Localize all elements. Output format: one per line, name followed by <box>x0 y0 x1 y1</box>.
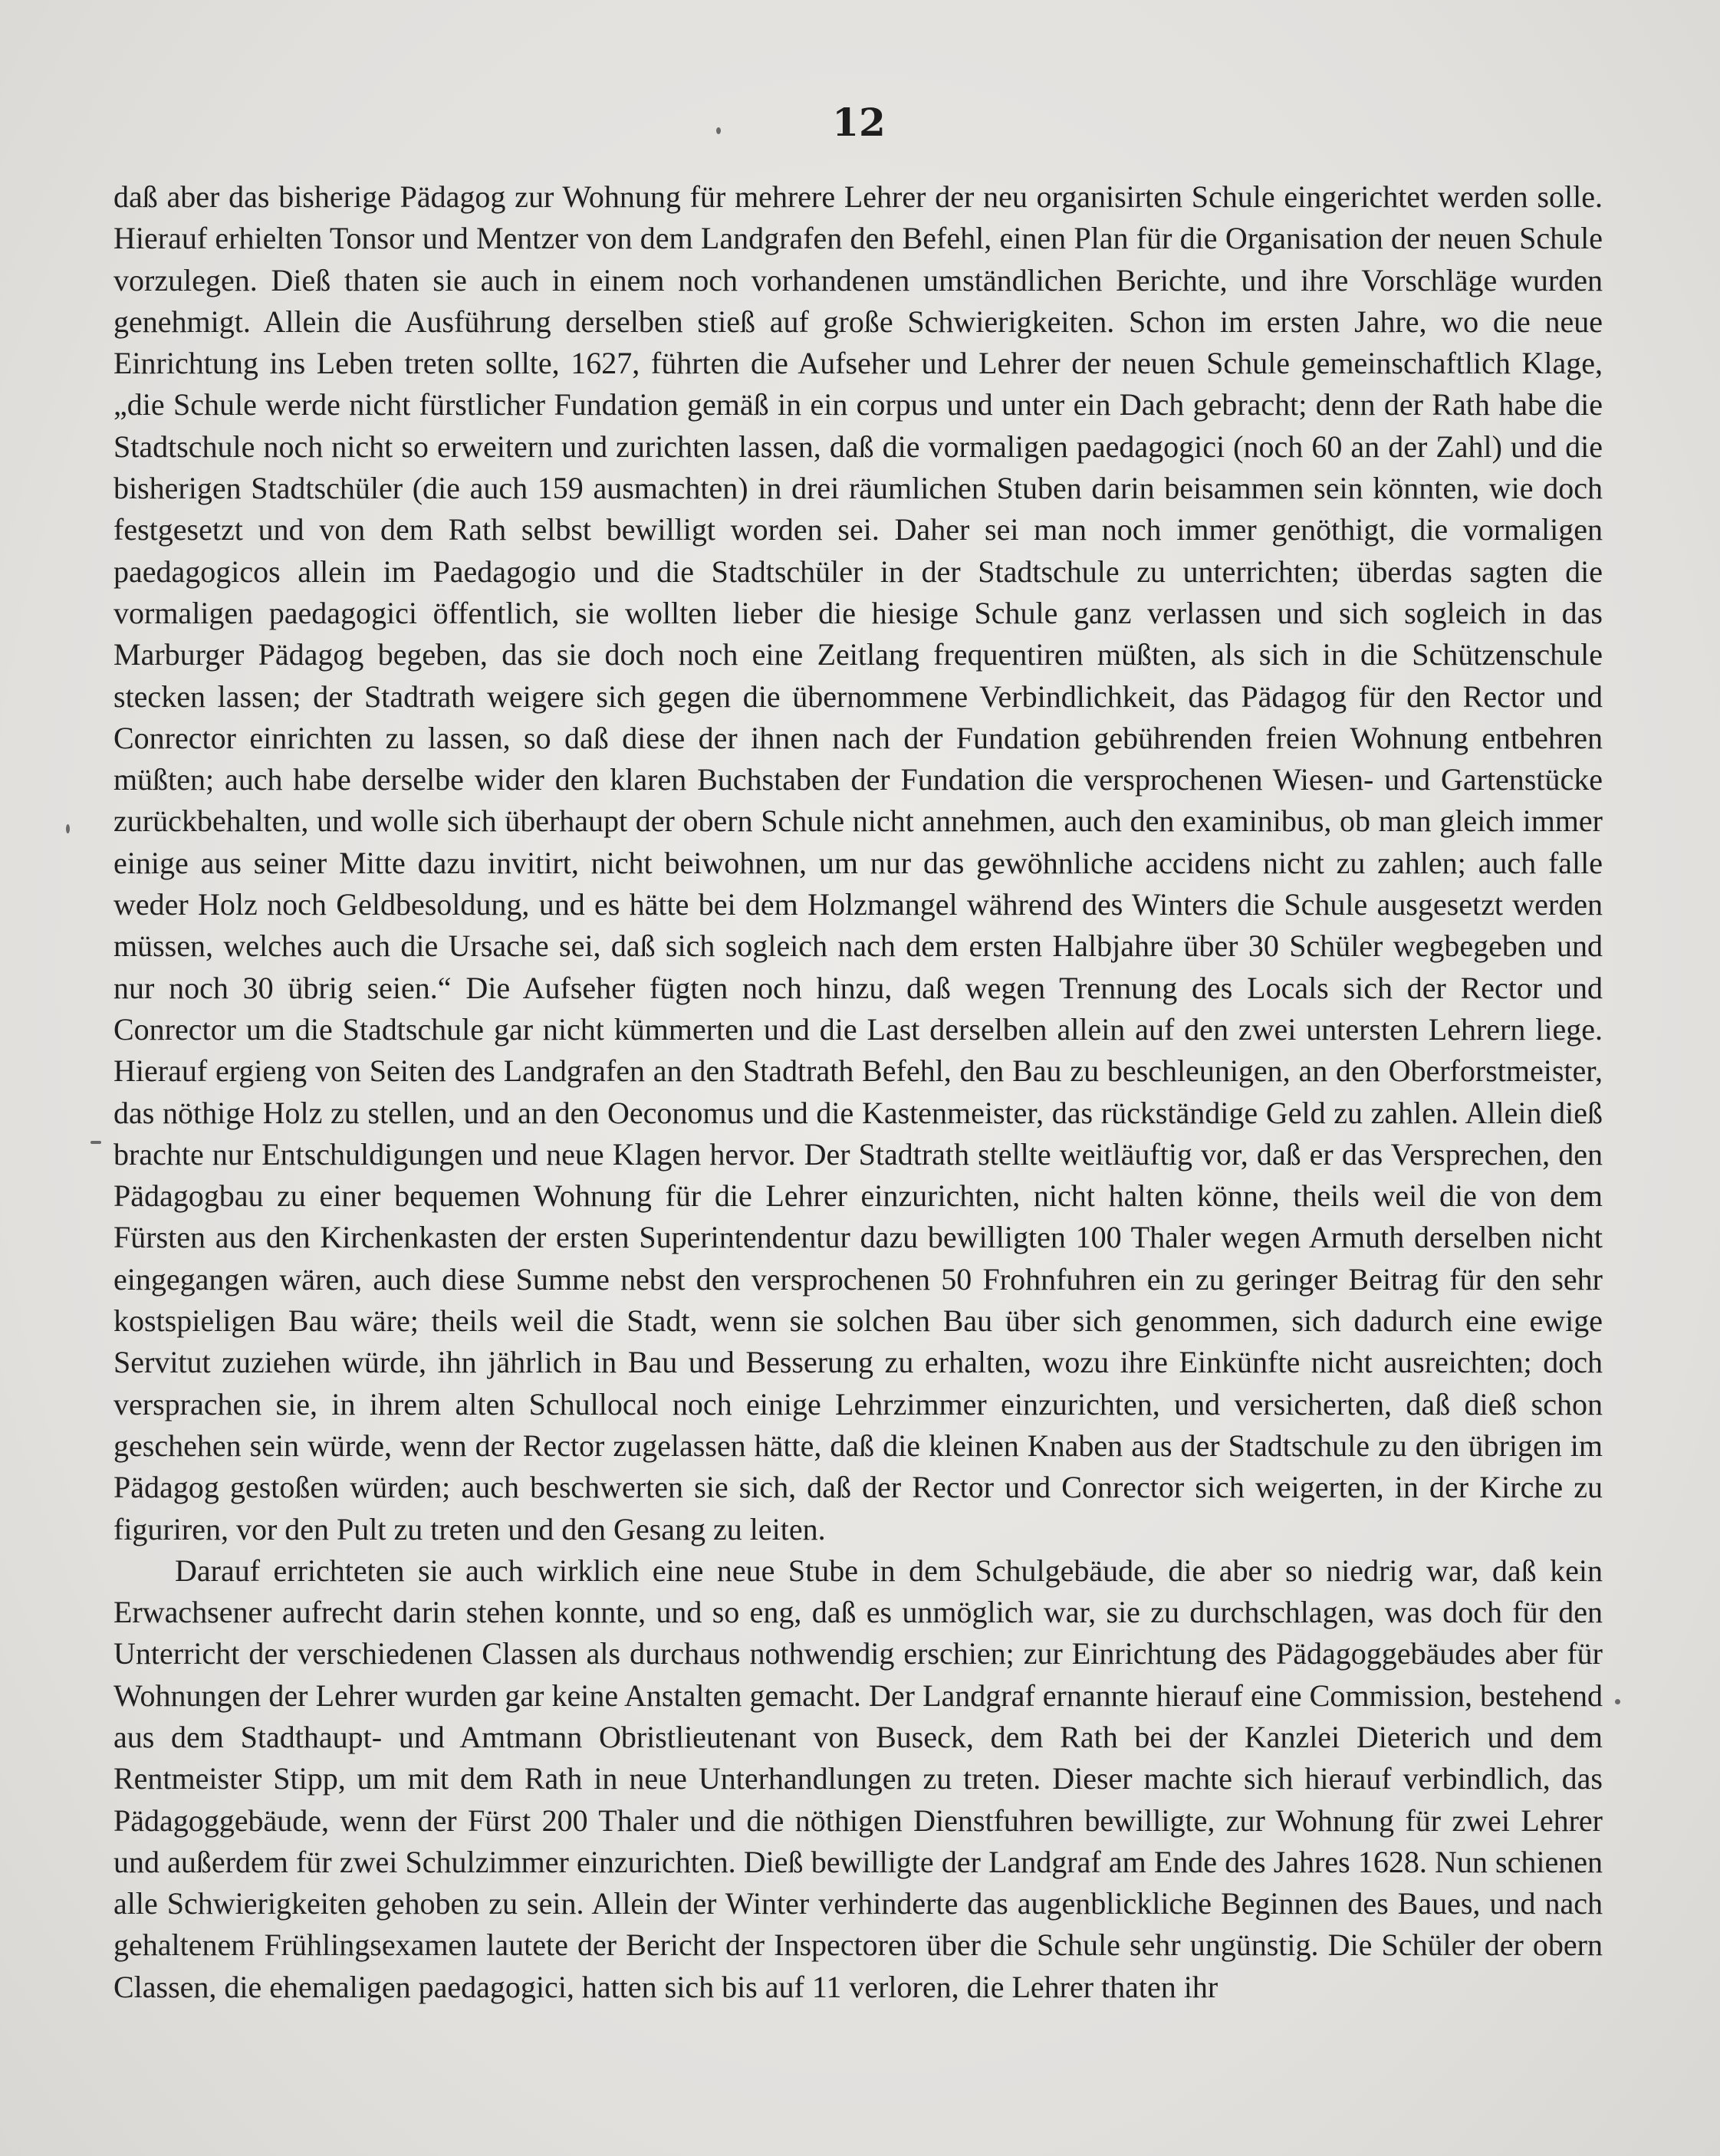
paper-speck <box>716 127 721 134</box>
paper-speck <box>90 1141 101 1144</box>
paper-speck <box>1615 1699 1620 1704</box>
paragraph-1: daß aber das bisherige Pädagog zur Wohnung für mehrere Lehrer der neu organisirten Schule eingerichtet werden solle. Hierauf erhielten Tonsor und Mentzer von dem Landgrafen den Befehl, einen Plan für die Organisation der neuen Schule vorzulegen. Dieß thaten sie auch in einem noch vorhandenen umständlichen Berichte, und ihre Vorschläge wurden genehmigt. Allein die Ausführung derselben stieß auf große Schwierigkeiten. Schon im ersten Jahre, wo die neue Einrichtung ins Leben treten sollte, 1627, führten die Aufseher und Lehrer der neuen Schule gemeinschaftlich Klage, „die Schule werde nicht fürstlicher Fundation gemäß in ein corpus und unter ein Dach gebracht; denn der Rath habe die Stadtschule noch nicht so erweitern und zurichten lassen, daß die vormaligen paedagogici (noch 60 an der Zahl) und die bisherigen Stadtschüler (die auch 159 ausmachten) in drei räumlichen Stuben darin beisammen sein könnten, wie doch festgesetzt und von dem Rath selbst bewilligt worden sei. Daher sei man noch immer genöthigt, die vormaligen paedagogicos allein im Paedagogio und die Stadtschüler in der Stadtschule zu unterrichten; überdas sagten die vormaligen paedagogici öffentlich, sie wollten lieber die hiesige Schule ganz verlassen und sich sogleich in das Marburger Pädagog begeben, das sie doch noch eine Zeitlang frequentiren müßten, als sich in die Schützenschule stecken lassen; der Stadtrath weigere sich gegen die übernommene Verbindlichkeit, das Pädagog für den Rector und Conrector einrichten zu lassen, so daß diese der ihnen nach der Fundation gebührenden freien Wohnung entbehren müßten; auch habe derselbe wider den klaren Buchstaben der Fundation die versprochenen Wiesen- und Gartenstücke zurückbehalten, und wolle sich überhaupt der obern Schule nicht annehmen, auch den examinibus, ob man gleich immer einige aus seiner Mitte dazu invitirt, nicht beiwohnen, um nur das gewöhnliche accidens nicht zu zahlen; auch falle weder Holz noch Geldbesoldung, und es hätte bei dem Holzmangel während des Winters die Schule ausgesetzt werden müssen, welches auch die Ursache sei, daß sich sogleich nach dem ersten Halbjahre über 30 Schüler wegbegeben und nur noch 30 übrig seien.“ Die Aufseher fügten noch hinzu, daß wegen Trennung des Locals sich der Rector und Conrector um die Stadtschule gar nicht kümmerten und die Last derselben allein auf den zwei untersten Lehrern liege. Hierauf ergieng von Seiten des Landgrafen an den Stadtrath Befehl, den Bau zu beschleunigen, an den Oberforstmeister, das nöthige Holz zu stellen, und an den Oeconomus und die Kastenmeister, das rückständige Geld zu zahlen. Allein dieß brachte nur Entschuldigungen und neue Klagen hervor. Der Stadtrath stellte weitläuftig vor, daß er das Versprechen, den Pädagogbau zu einer bequemen Wohnung für die Lehrer einzurichten, nicht halten könne, theils weil die von dem Fürsten aus den Kirchenkasten der ersten Superintendentur dazu bewilligten 100 Thaler wegen Armuth derselben nicht eingegangen wären, auch diese Summe nebst den versprochenen 50 Frohnfuhren ein zu geringer Beitrag für den sehr kostspieligen Bau wäre; theils weil die Stadt, wenn sie solchen Bau über sich genommen, sich dadurch eine ewige Servitut zuziehen würde, ihn jährlich in Bau und Besserung zu erhalten, wozu ihre Einkünfte nicht ausreichten; doch versprachen sie, in ihrem alten Schullocal noch einige Lehrzimmer einzurichten, und versicherten, daß dieß schon geschehen sein würde, wenn der Rector zugelassen hätte, daß die kleinen Knaben aus der Stadtschule zu den übrigen im Pädagog gestoßen würden; auch beschwerten sie sich, daß der Rector und Conrector sich weigerten, in der Kirche zu figuriren, vor den Pult zu treten und den Gesang zu leiten. <box>113 179 1603 1546</box>
page-number: 12 <box>832 100 886 145</box>
paper-speck <box>66 824 70 833</box>
body-text <box>113 176 1603 2008</box>
paragraph-2: Darauf errichteten sie auch wirklich eine neue Stube in dem Schulgebäude, die aber so niedrig war, daß kein Erwachsener aufrecht darin stehen konnte, und so eng, daß es unmöglich war, sie zu durchschlagen, was doch für den Unterricht der verschiedenen Classen als durchaus nothwendig erschien; zur Einrichtung des Pädagoggebäudes aber für Wohnungen der Lehrer wurden gar keine Anstalten gemacht. Der Landgraf ernannte hierauf eine Commission, bestehend aus dem Stadthaupt- und Amtmann Obristlieutenant von Buseck, dem Rath bei der Kanzlei Dieterich und dem Rentmeister Stipp, um mit dem Rath in neue Unterhandlungen zu treten. Dieser machte sich hierauf verbindlich, das Pädagoggebäude, wenn der Fürst 200 Thaler und die nöthigen Dienstfuhren bewilligte, zur Wohnung für zwei Lehrer und außerdem für zwei Schulzimmer einzurichten. Dieß bewilligte der Landgraf am Ende des Jahres 1628. Nun schienen alle Schwierigkeiten gehoben zu sein. Allein der Winter verhinderte das augenblickliche Beginnen des Baues, und nach gehaltenem Frühlingsexamen lautete der Bericht der Inspectoren über die Schule sehr ungünstig. Die Schüler der obern Classen, die ehemaligen paedagogici, hatten sich bis auf 11 verloren, die Lehrer thaten ihr <box>113 1553 1603 2004</box>
